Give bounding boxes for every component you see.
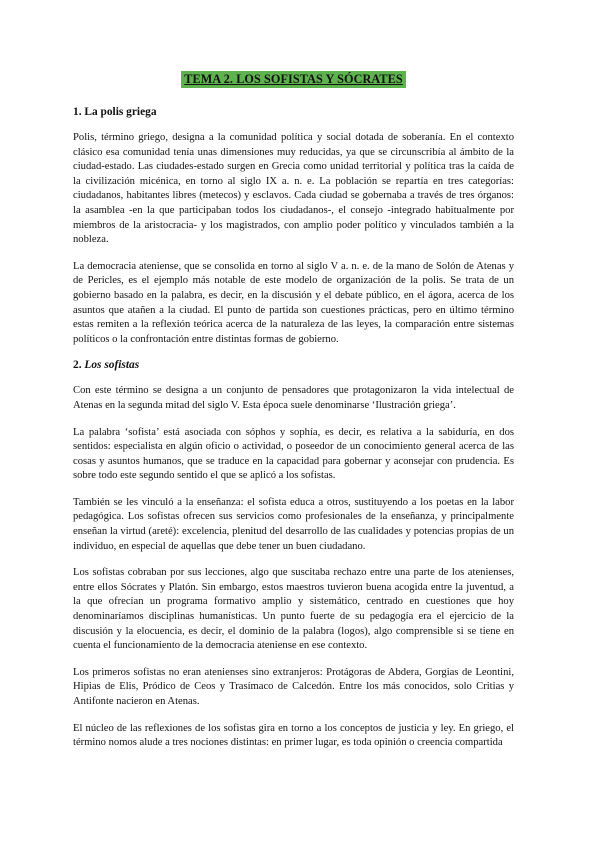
- paragraph: Los primeros sofistas no eran atenienses sino extranjeros: Protágoras de Abdera, Gorgias de Leontini, Hipias de Elis, Pródico de Ceos y Trasímaco de Calcedón. Entre los más conocidos, solo Critias y Antifonte nacieron en Atenas.: [73, 666, 514, 707]
- paragraph: Los sofistas cobraban por sus lecciones, algo que suscitaba rechazo entre una parte de los atenienses, entre ellos Sócrates y Platón. Sin embargo, estos maestros tuvieron buena acogida entre la juventud, a la que ofrecían un programa formativo amplio y sistemático, centrado en cuestiones que hoy denominaríamos disciplinas humanísticas. Un punto fuerte de su pedagogía era el ejercicio de la discusión y la elocuencia, es decir, el dominio de la palabra (logos), algo comprensible si se tiene en cuenta el funcionamiento de la democracia ateniense en ese contexto.: [73, 567, 514, 652]
- section-number: 2.: [73, 359, 82, 372]
- section-title: Los sofistas: [84, 359, 140, 372]
- paragraph: La democracia ateniense, que se consolida en torno al siglo V a. n. e. de la mano de Solón de Atenas y de Pericles, es el ejemplo más notable de este modelo de organización de la polis. Se trata de un gobierno basado en la palabra, es decir, en la discusión y el debate público, en el ágora, acerca de los asuntos que atañen a la ciudad. El punto de partida son cuestiones prácticas, pero en último término estas remiten a la reflexión teórica acerca de la naturaleza de las leyes, la comparación entre sistemas políticos o la confrontación entre distintas formas de gobierno.: [73, 260, 514, 345]
- paragraph: La palabra ‘sofista’ está asociada con sóphos y sophía, es decir, es relativa a la sabiduría, en dos sentidos: especialista en algún oficio o actividad, o poseedor de un conocimiento general acerca de las cosas y asuntos humanos, que se traduce en la capacidad para gobernar y aconsejar con prudencia. Es sobre todo este segundo sentido el que se aplicó a los sofistas.: [73, 426, 514, 482]
- section-heading-polis: 1. La polis griega: [73, 106, 157, 118]
- paragraph: También se les vinculó a la enseñanza: el sofista educa a otros, sustituyendo a los poetas en la labor pedagógica. Los sofistas ofrecen sus servicios como profesionales de la enseñanza, y principalmente enseñan la virtud (areté): excelencia, plenitud del desarrollo de las cualidades y potencias propias de un individuo, en especial de aquellas que debe tener un buen ciudadano.: [73, 496, 514, 552]
- paragraph: Con este término se designa a un conjunto de pensadores que protagonizaron la vida intelectual de Atenas en la segunda mitad del siglo V. Esta época suele denominarse ‘Ilustración griega’.: [73, 385, 514, 411]
- paragraph: Polis, término griego, designa a la comunidad política y social dotada de soberanía. En el contexto clásico esa comunidad tenía unas dimensiones muy reducidas, ya que se circunscribía al ámbito de la ciudad-estado. Las ciudades-estado surgen en Grecia como unidad territorial y política tras la caída de la civilización micénica, en torno al siglo IX a. n. e. La población se repartía en tres categorías: ciudadanos, habitantes libres (metecos) y esclavos. Cada ciudad se gobernaba a través de tres órganos: la asamblea -en la que participaban todos los ciudadanos-, el consejo -integrado habitualmente por miembros de la aristocracia- y los magistrados, con amplio poder político y vinculados también a la nobleza.: [73, 132, 514, 246]
- title-wrap: [73, 70, 514, 88]
- section-heading-sofistas: [73, 359, 514, 371]
- document-title: TEMA 2. LOS SOFISTAS Y SÓCRATES: [181, 71, 405, 88]
- paragraph: El núcleo de las reflexiones de los sofistas gira en torno a los conceptos de justicia y ley. En griego, el término nomos alude a tres nociones distintas: en primer lugar, es toda opinión o creencia compartida: [73, 722, 514, 749]
